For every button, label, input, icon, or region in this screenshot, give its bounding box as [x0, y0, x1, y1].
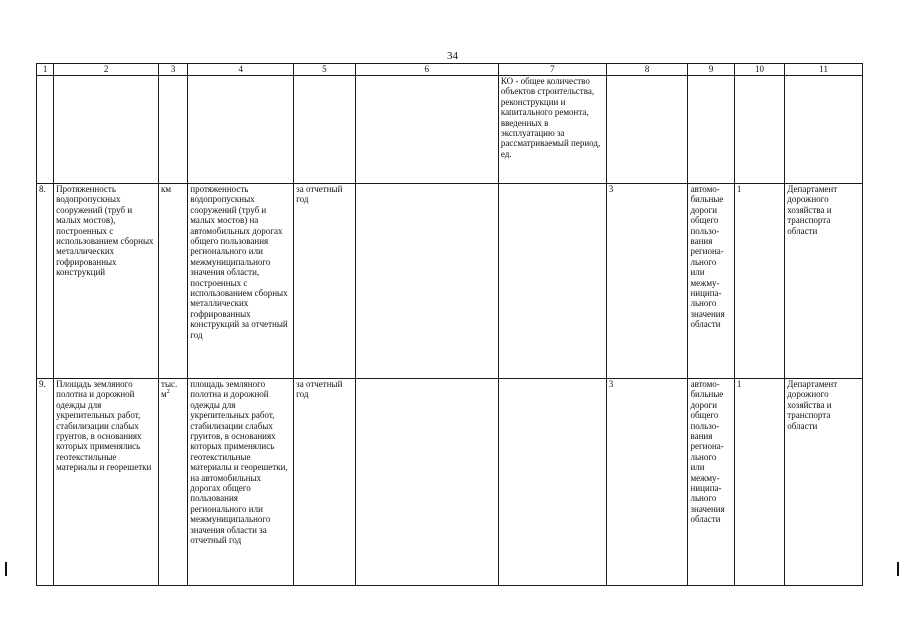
column-number: 5: [294, 64, 356, 76]
table-row: [37, 379, 863, 586]
column-number: 9: [688, 64, 734, 76]
column-number: 2: [54, 64, 159, 76]
column-number: 8: [606, 64, 688, 76]
unit-text: тыс. м: [161, 379, 178, 400]
cell-empty: [785, 76, 863, 184]
cell-empty: [54, 76, 159, 184]
data-source: 3: [606, 379, 688, 586]
page-number: 34: [447, 50, 458, 62]
responsible-body: Департамент дорожного хозяйства и транспорта области: [785, 184, 863, 379]
cell-empty: [688, 76, 734, 184]
column-number: 3: [159, 64, 188, 76]
column-number: 10: [734, 64, 784, 76]
unit: км: [159, 184, 188, 379]
object-of-observation: автомо-бильные дороги общего пользо-вания регионa-льного или межму-ниципа-льного значения области: [688, 379, 734, 586]
calculation-method: [355, 184, 498, 379]
cell-empty: [606, 76, 688, 184]
column-number: 6: [355, 64, 498, 76]
continuation-row: [37, 76, 863, 184]
cell-empty: [188, 76, 294, 184]
cell-empty: [355, 76, 498, 184]
row-number: 9.: [37, 379, 54, 586]
responsible-body: Департамент дорожного хозяйства и транспорта области: [785, 379, 863, 586]
object-of-observation: автомо-бильные дороги общего пользо-вания регионa-льного или межму-ниципа-льного значения области: [688, 184, 734, 379]
frequency: 1: [734, 184, 784, 379]
data-source: 3: [606, 184, 688, 379]
cell-empty: [159, 76, 188, 184]
period: за отчетный год: [294, 184, 356, 379]
column-number: 11: [785, 64, 863, 76]
unit: [159, 379, 188, 586]
table-row: [37, 184, 863, 379]
column-number: 4: [188, 64, 294, 76]
formula: [498, 184, 606, 379]
unit-superscript: 2: [166, 389, 170, 396]
right-margin-mark: [897, 562, 899, 576]
indicator-table: [36, 63, 863, 586]
frequency: 1: [734, 379, 784, 586]
indicator-definition: площадь земляного полотна и дорожной одежды для укрепительных работ, стабилизации слабых грунтов, в основаниях которых применялись геотекстильные материалы и георешетки, на автомобильных дорогах общего пользования регионального или межмуниципального значения области за отчетный год: [188, 379, 294, 586]
indicator-definition: протяженность водопропускных сооружений (труб и малых мостов) на автомобильных дорогах общего пользования регионального или межмуниципального значения области, построенных с использованием сборных металлических гофрированных конструкций за отчетный год: [188, 184, 294, 379]
period: за отчетный год: [294, 379, 356, 586]
calculation-method: [355, 379, 498, 586]
cell-empty: [37, 76, 54, 184]
column-number-row: [37, 64, 863, 76]
column-number: 1: [37, 64, 54, 76]
column-number: 7: [498, 64, 606, 76]
cell-empty: [734, 76, 784, 184]
left-margin-mark: [5, 562, 7, 576]
cell-empty: [294, 76, 356, 184]
indicator-name: Площадь земляного полотна и дорожной одежды для укрепительных работ, стабилизации слабых грунтов, в основаниях которых применялись геотекстильные материалы и георешетки: [54, 379, 159, 586]
indicator-name: Протяженность водопропускных сооружений (труб и малых мостов), построенных с использованием сборных металлических гофрированных конструкций: [54, 184, 159, 379]
row-number: 8.: [37, 184, 54, 379]
formula-legend: КО - общее количество объектов строительства, реконструкции и капитального ремонта, введенных в эксплуатацию за рассматриваемый период, ед.: [498, 76, 606, 184]
formula: [498, 379, 606, 586]
